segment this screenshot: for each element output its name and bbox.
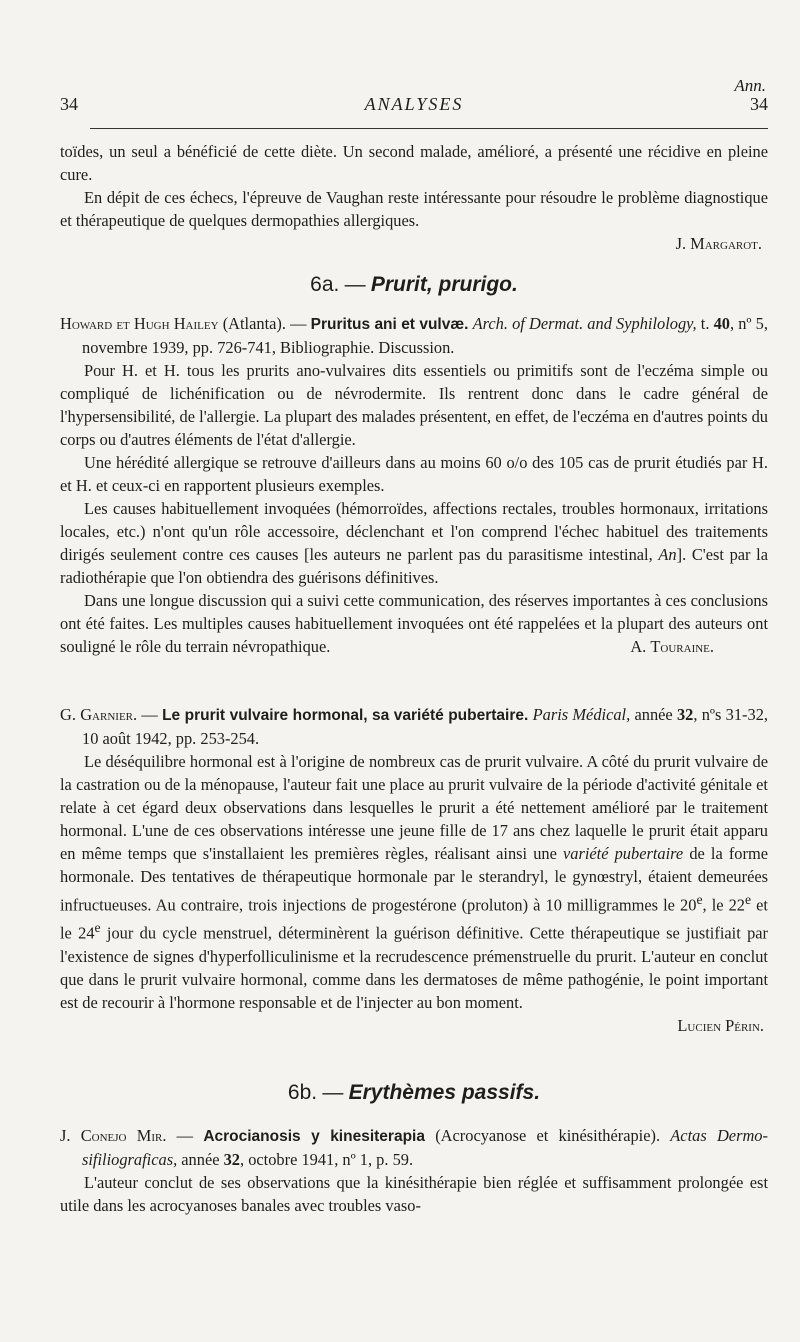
continuation-paragraph-1: toïdes, un seul a bénéficié de cette diète. Un second malade, amélioré, a présenté une récidive en pleine cure. [60,142,768,184]
article-title: Pruritus ani et vulvæ. [310,316,469,333]
header-rule [90,128,768,129]
annotation-mark: Ann. [734,76,766,95]
article-reference: Howard et Hugh Hailey (Atlanta). — Pruritus ani et vulvæ. Arch. of Dermat. and Syphilology, t. 40, nº 5, novembre 1939, pp. 726-741, Bibliographie. Discussion. [60,314,768,357]
section-title: Erythèmes passifs. [348,1081,541,1104]
journal-name: Actas Dermo-sifiliograficas, [82,1126,768,1169]
signature-touraine: A. Touraine. [630,637,714,656]
article-reference: G. Garnier. — Le prurit vulvaire hormonal, sa variété pubertaire. Paris Médical, année 32, nºs 31-32, 10 août 1942, pp. 253-254. [60,705,769,748]
article-paragraph: Dans une longue discussion qui a suivi cette communication, des réserves importantes à ces conclusions ont été faites. Les multiples causes habituellement invoquées ont été rappelées et la plupart des auteurs ont souligné le rôle du terrain névropathique. [60,591,768,656]
article-garnier [60,703,768,1037]
article-title: Acrocianosis y kinesiterapia [203,1128,425,1145]
section-number: 6a. [310,273,340,296]
article-authors: Howard et Hugh Hailey [60,314,219,333]
article-paragraph: Pour H. et H. tous les prurits ano-vulvaires dits essentiels ou primitifs sont de l'eczéma simple ou compliqué de lichénification ou de névrodermite. Ils rentrent donc dans le cadre général de l'hypersensibilité, de l'allergie. La plupart des malades présentent, en effet, de l'eczéma en d'autres points du corps ou d'autres éléments de l'état d'allergie. [60,361,768,449]
section-number: 6b. [287,1081,318,1104]
article-paragraph: L'auteur conclut de ses observations que la kinésithérapie bien réglée et suffisamment prolongée est utile dans les acrocyanoses banales avec troubles vaso- [60,1173,768,1215]
article-authors: Garnier. [80,705,138,724]
article-title: Le prurit vulvaire hormonal, sa variété pubertaire. [162,707,529,724]
article-conejo-mir [60,1124,768,1217]
continuation-block [60,140,768,255]
journal-name: Paris Médical, [532,705,631,724]
section-title: Prurit, prurigo. [370,273,518,296]
article-howard-hailey [60,312,768,658]
page-number-left: 34 [60,94,78,114]
signature-perin: Lucien Périn. [677,1015,764,1035]
section-heading-6a: 6a. — Prurit, prurigo. [310,273,518,296]
continuation-paragraph-2: En dépit de ces échecs, l'épreuve de Vaughan reste intéressante pour résoudre le problème diagnostique et thérapeutique de quelques dermopathies allergiques. [60,188,768,230]
article-reference: J. Conejo Mir. — Acrocianosis y kinesiterapia (Acrocyanose et kinésithérapie). Actas Dermo-sifiliograficas, année 32, octobre 1941, nº 1, p. 59. [60,1126,768,1169]
page-number-right: 34 [750,94,768,114]
article-paragraph: Le déséquilibre hormonal est à l'origine de nombreux cas de prurit vulvaire. A côté du prurit vulvaire de la castration ou de la ménopause, l'auteur fait une place au prurit vulvaire de la période d'activité génitale et relate à cet égard deux observations dans lesquelles le prurit a été nettement amélioré par le traitement hormonal. L'une de ces observations intéresse une jeune fille de 17 ans chez laquelle le prurit était apparu en même temps que s'installaient les premières règles, réalisant ainsi une variété pubertaire de la forme hormonale. Des tentatives de thérapeutique hormonale par le sterandryl, le gynœstryl, étaient demeurées infructueuses. Au contraire, trois injections de progestérone (proluton) à 10 milligrammes le 20e, le 22e et le 24e jour du cycle menstruel, déterminèrent la guérison définitive. Cette thérapeutique se justifiait par l'existence de signes d'hyperfolliculinisme et la recrudescence prémenstruelle du prurit. L'auteur en conclut que dans le prurit vulvaire hormonal, comme dans les dermatoses de même pathogénie, le point important est de recourir à l'hormone responsable et de l'injecter au bon moment. [60,752,769,1012]
section-heading-6b: 6b. — Erythèmes passifs. [287,1081,541,1104]
article-authors: Conejo Mir. [80,1126,167,1145]
running-title: ANALYSES [364,94,464,114]
article-paragraph: Les causes habituellement invoquées (hémorroïdes, affections rectales, troubles hormonaux, irritations locales, etc.) n'ont qu'un rôle accessoire, déclenchant et l'on comprend l'échec habituel des traitements dirigés seulement contre ces causes [les auteurs ne parlent pas du parasitisme intestinal, An]. C'est par la radiothérapie que l'on obtiendra des guérisons définitives. [60,499,769,587]
running-head [60,94,768,120]
article-paragraph: Une hérédité allergique se retrouve d'ailleurs dans au moins 60 o/o des 105 cas de prurit étudiés par H. et H. et ceux-ci en rapportent plusieurs exemples. [60,453,768,495]
journal-name: Arch. of Dermat. and Syphilology, [472,314,697,333]
signature-margarot: J. Margarot. [675,234,762,253]
